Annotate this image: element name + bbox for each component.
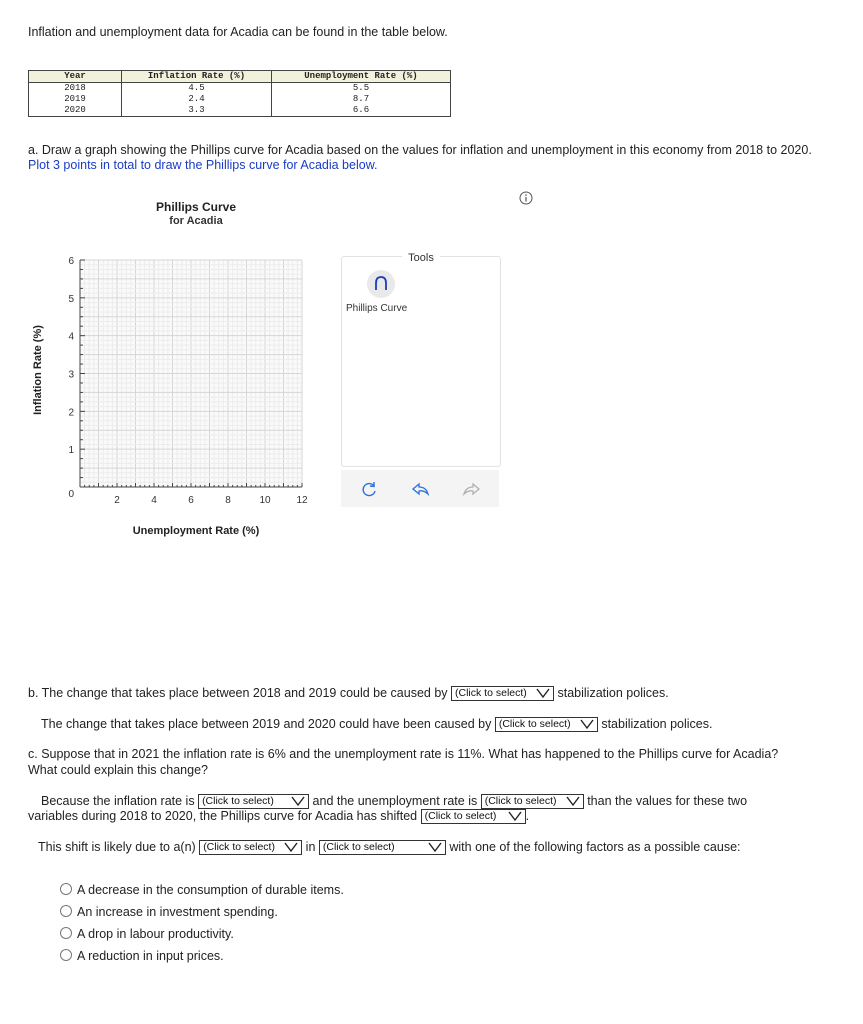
tools-title: Tools xyxy=(402,252,440,264)
part-c-sentence1 xyxy=(41,794,747,809)
col-header-year: Year xyxy=(29,71,122,83)
col-header-inflation: Inflation Rate (%) xyxy=(122,71,272,83)
x-tick-labels xyxy=(114,495,308,506)
part-c-s2-pre: variables during 2018 to 2020, the Phillips curve for Acadia has shifted xyxy=(28,809,418,823)
option-radio-3[interactable] xyxy=(60,927,234,942)
intro-text: Inflation and unemployment data for Acadia can be found in the table below. xyxy=(28,25,448,39)
table-cell: 6.6 xyxy=(272,105,451,117)
table-cell: 2.4 xyxy=(122,94,272,105)
part-c-s3-mid: in xyxy=(305,840,316,854)
x-tick-label: 10 xyxy=(259,495,271,506)
y-axis-label: Inflation Rate (%) xyxy=(32,325,44,415)
part-c-s1-post: than the values for these two xyxy=(587,794,748,808)
option-label: A decrease in the consumption of durable items. xyxy=(77,883,344,897)
select-label: (Click to select) xyxy=(498,718,571,731)
part-a-text: a. Draw a graph showing the Phillips curve for Acadia based on the values for inflation and unemployment in this economy from 2018 to 2020. xyxy=(28,143,812,157)
redo-icon[interactable] xyxy=(461,481,481,497)
chevron-down-icon xyxy=(535,687,551,700)
table-row xyxy=(29,83,451,95)
y-tick-label: 5 xyxy=(68,293,74,305)
part-b-line1 xyxy=(28,686,669,701)
undo-icon[interactable] xyxy=(411,481,431,497)
option-radio-1[interactable] xyxy=(60,883,344,898)
y-tick-label: 3 xyxy=(68,369,74,381)
y-tick-labels xyxy=(68,256,74,500)
select-shift-cause-direction[interactable] xyxy=(199,840,302,855)
chevron-down-icon xyxy=(427,841,443,854)
table-cell: 2020 xyxy=(29,105,122,117)
select-label: (Click to select) xyxy=(455,687,527,700)
radio-circle[interactable] xyxy=(60,905,72,917)
part-c-s2-post: . xyxy=(525,809,530,823)
select-inflation-compare[interactable] xyxy=(198,794,309,809)
table-cell: 2019 xyxy=(29,94,122,105)
phillips-curve-tool-label: Phillips Curve xyxy=(346,303,408,314)
chart-title: Phillips Curve xyxy=(155,200,237,214)
radio-circle[interactable] xyxy=(60,927,72,939)
x-tick-label: 12 xyxy=(296,495,308,506)
select-shift-direction[interactable] xyxy=(421,809,526,824)
x-tick-label: 4 xyxy=(151,495,157,506)
option-radio-2[interactable] xyxy=(60,905,278,920)
table-cell: 3.3 xyxy=(122,105,272,117)
part-c-question2: What could explain this change? xyxy=(28,763,208,777)
chevron-down-icon xyxy=(565,795,581,808)
part-c-sentence2 xyxy=(28,809,529,824)
chevron-down-icon xyxy=(579,718,595,731)
radio-circle[interactable] xyxy=(60,883,72,895)
part-b-line2-pre: The change that takes place between 2019 and 2020 could have been caused by xyxy=(41,717,492,731)
part-b-line2-post: stabilization polices. xyxy=(601,717,713,731)
part-c-s3-pre: This shift is likely due to a(n) xyxy=(38,840,196,854)
phillips-chart[interactable] xyxy=(20,195,340,545)
x-axis-label: Unemployment Rate (%) xyxy=(132,525,260,537)
y-tick-label: 2 xyxy=(68,407,74,419)
select-unemployment-compare[interactable] xyxy=(481,794,584,809)
select-label: (Click to select) xyxy=(322,841,395,854)
part-a-instruction: Plot 3 points in total to draw the Phillips curve for Acadia below. xyxy=(28,158,378,172)
table-cell: 4.5 xyxy=(122,83,272,95)
option-label: A reduction in input prices. xyxy=(77,949,224,963)
x-tick-label: 6 xyxy=(188,495,194,506)
select-2019-2020-policy[interactable] xyxy=(495,717,598,732)
table-cell: 8.7 xyxy=(272,94,451,105)
select-shift-cause-type[interactable] xyxy=(319,840,446,855)
part-c-sentence3 xyxy=(38,840,741,855)
select-label: (Click to select) xyxy=(202,795,274,808)
x-tick-label: 8 xyxy=(225,495,231,506)
part-c-s1-pre: Because the inflation rate is xyxy=(41,794,195,808)
table-row xyxy=(29,105,451,117)
chart-grid xyxy=(80,260,302,487)
y-tick-label: 0 xyxy=(68,489,74,500)
col-header-unemployment: Unemployment Rate (%) xyxy=(272,71,451,83)
table-row xyxy=(29,94,451,105)
select-label: (Click to select) xyxy=(484,795,557,808)
phillips-curve-tool[interactable] xyxy=(367,270,395,298)
y-tick-label: 4 xyxy=(68,331,74,343)
radio-circle[interactable] xyxy=(60,949,72,961)
table-cell: 2018 xyxy=(29,83,122,95)
reset-icon[interactable] xyxy=(360,481,378,497)
select-2018-2019-policy[interactable] xyxy=(451,686,554,701)
x-tick-label: 2 xyxy=(114,495,120,506)
y-tick-label: 6 xyxy=(68,256,74,267)
y-tick-label: 1 xyxy=(68,445,74,457)
chart-subtitle: for Acadia xyxy=(169,215,223,227)
part-a-question xyxy=(28,143,828,173)
data-table xyxy=(28,70,451,117)
part-c-question1: c. Suppose that in 2021 the inflation rate is 6% and the unemployment rate is 11%. What has happened to the Phillips curve for Acadia? xyxy=(28,747,779,761)
part-b-line1-pre: b. The change that takes place between 2018 and 2019 could be caused by xyxy=(28,686,448,700)
option-label: A drop in labour productivity. xyxy=(77,927,234,941)
part-b-line1-post: stabilization polices. xyxy=(557,686,669,700)
curve-icon xyxy=(367,270,395,298)
select-label: (Click to select) xyxy=(424,810,497,823)
chevron-down-icon xyxy=(290,795,306,808)
info-icon[interactable] xyxy=(519,191,533,205)
chevron-down-icon xyxy=(507,810,523,823)
option-radio-4[interactable] xyxy=(60,949,224,964)
part-c-s3-post: with one of the following factors as a possible cause: xyxy=(449,840,741,854)
part-c-s1-mid: and the unemployment rate is xyxy=(312,794,478,808)
part-b-line2 xyxy=(41,717,712,732)
tools-action-bar xyxy=(341,470,499,507)
chevron-down-icon xyxy=(283,841,299,854)
select-label: (Click to select) xyxy=(203,841,275,854)
table-cell: 5.5 xyxy=(272,83,451,95)
tools-panel xyxy=(341,252,501,467)
option-label: An increase in investment spending. xyxy=(77,905,278,919)
